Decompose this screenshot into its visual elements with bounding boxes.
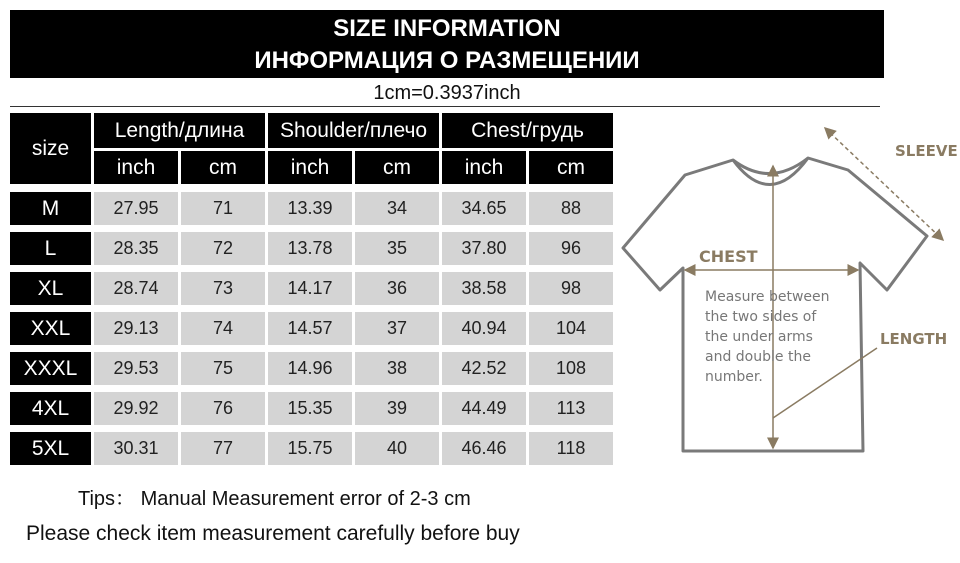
size-label: 5XL	[10, 432, 91, 465]
table-cell: 113	[529, 392, 613, 425]
table-cell: 13.78	[268, 232, 352, 265]
table-cell: 14.57	[268, 312, 352, 345]
table-cell: 42.52	[442, 352, 526, 385]
table-cell: 75	[181, 352, 265, 385]
unit-header: inch	[442, 151, 526, 184]
unit-header: cm	[355, 151, 439, 184]
group-header: Length/длина	[94, 113, 265, 148]
title-russian: ИНФОРМАЦИЯ О РАЗМЕЩЕНИИ	[254, 47, 640, 74]
size-label: L	[10, 232, 91, 265]
chest-label: CHEST	[699, 247, 758, 266]
title-english: SIZE INFORMATION	[333, 15, 561, 42]
note-line: the two sides of	[705, 309, 817, 325]
table-cell: 14.96	[268, 352, 352, 385]
tshirt-diagram	[615, 118, 960, 468]
unit-conversion: 1cm=0.3937inch	[373, 82, 521, 104]
table-cell: 36	[355, 272, 439, 305]
sleeve-label: SLEEVE	[895, 142, 958, 160]
table-cell: 35	[355, 232, 439, 265]
divider	[10, 106, 880, 107]
table-cell: 104	[529, 312, 613, 345]
group-header: Chest/грудь	[442, 113, 613, 148]
table-cell: 29.92	[94, 392, 178, 425]
title-banner	[10, 10, 884, 78]
table-cell: 73	[181, 272, 265, 305]
table-cell: 44.49	[442, 392, 526, 425]
size-label: XXL	[10, 312, 91, 345]
table-cell: 108	[529, 352, 613, 385]
table-cell: 71	[181, 192, 265, 225]
table-cell: 14.17	[268, 272, 352, 305]
table-cell: 38	[355, 352, 439, 385]
table-cell: 37.80	[442, 232, 526, 265]
table-cell: 98	[529, 272, 613, 305]
table-cell: 46.46	[442, 432, 526, 465]
note-line: the under arms	[705, 329, 813, 345]
table-cell: 40	[355, 432, 439, 465]
table-cell: 13.39	[268, 192, 352, 225]
table-cell: 15.35	[268, 392, 352, 425]
unit-header: inch	[94, 151, 178, 184]
table-cell: 77	[181, 432, 265, 465]
size-label: M	[10, 192, 91, 225]
unit-header: inch	[268, 151, 352, 184]
table-cell: 34.65	[442, 192, 526, 225]
table-cell: 72	[181, 232, 265, 265]
unit-header: cm	[529, 151, 613, 184]
unit-header: cm	[181, 151, 265, 184]
table-cell: 27.95	[94, 192, 178, 225]
tips-text: Tips： Manual Measurement error of 2-3 cm	[78, 488, 471, 510]
size-label: XL	[10, 272, 91, 305]
table-cell: 34	[355, 192, 439, 225]
length-label: LENGTH	[880, 330, 948, 348]
table-cell: 88	[529, 192, 613, 225]
check-notice: Please check item measurement carefully before buy	[26, 522, 520, 545]
note-line: and double the	[705, 349, 811, 365]
table-cell: 37	[355, 312, 439, 345]
table-cell: 74	[181, 312, 265, 345]
table-cell: 29.13	[94, 312, 178, 345]
size-header: size	[10, 113, 91, 184]
table-cell: 40.94	[442, 312, 526, 345]
group-header: Shoulder/плечо	[268, 113, 439, 148]
table-cell: 15.75	[268, 432, 352, 465]
table-cell: 38.58	[442, 272, 526, 305]
note-line: Measure between	[705, 289, 830, 305]
table-cell: 96	[529, 232, 613, 265]
table-cell: 76	[181, 392, 265, 425]
table-cell: 118	[529, 432, 613, 465]
table-cell: 30.31	[94, 432, 178, 465]
size-label: XXXL	[10, 352, 91, 385]
table-cell: 39	[355, 392, 439, 425]
table-cell: 28.35	[94, 232, 178, 265]
table-cell: 29.53	[94, 352, 178, 385]
table-cell: 28.74	[94, 272, 178, 305]
note-line: number.	[705, 369, 763, 385]
size-label: 4XL	[10, 392, 91, 425]
